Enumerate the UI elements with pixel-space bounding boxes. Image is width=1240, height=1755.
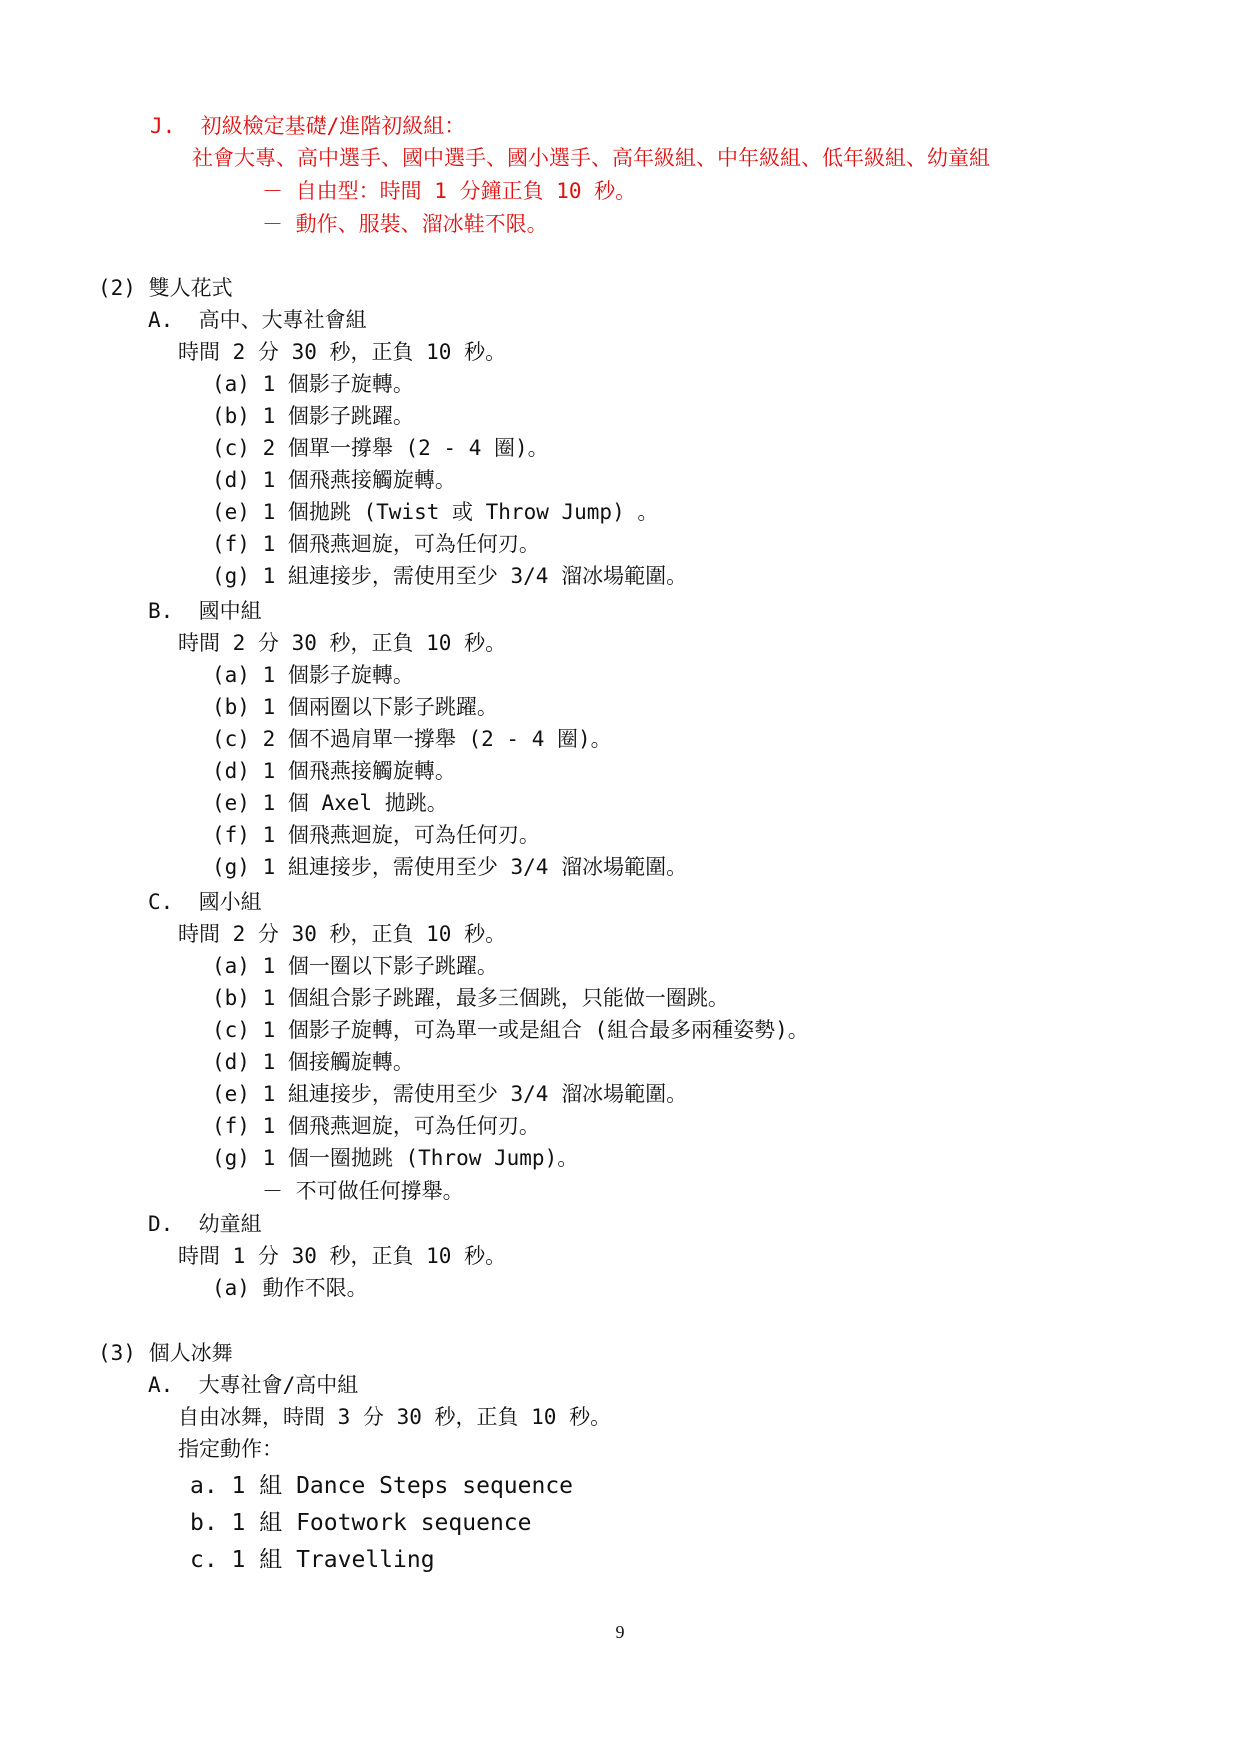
- pairs-b-title: B. 國中組: [148, 599, 262, 623]
- list-item: (e) 1 組連接步，需使用至少 3/4 溜冰場範圍。: [212, 1082, 688, 1106]
- list-item: c. 1 組 Travelling: [190, 1547, 435, 1573]
- section-j-rule: － 自由型：時間 1 分鐘正負 10 秒。: [262, 179, 637, 203]
- pairs-c-note: － 不可做任何撐舉。: [262, 1179, 464, 1203]
- list-item: b. 1 組 Footwork sequence: [190, 1510, 532, 1536]
- pairs-heading: (2) 雙人花式: [98, 276, 233, 300]
- list-item: (f) 1 個飛燕迴旋，可為任何刃。: [212, 532, 540, 556]
- solo-dance-a-title: A. 大專社會/高中組: [148, 1373, 359, 1397]
- list-item: (e) 1 個拋跳 (Twist 或 Throw Jump) 。: [212, 500, 659, 524]
- section-j-groups: 社會大專、高中選手、國中選手、國小選手、高年級組、中年級組、低年級組、幼童組: [192, 146, 990, 170]
- list-item: (d) 1 個飛燕接觸旋轉。: [212, 468, 456, 492]
- list-item: (g) 1 個一圈拋跳 (Throw Jump)。: [212, 1146, 579, 1170]
- list-item: (c) 2 個不過肩單一撐舉 (2 - 4 圈)。: [212, 727, 612, 751]
- solo-dance-a-label: 指定動作：: [178, 1437, 283, 1461]
- pairs-a-time: 時間 2 分 30 秒，正負 10 秒。: [178, 340, 507, 364]
- section-j-title: J. 初級檢定基礎/進階初級組：: [150, 114, 466, 138]
- list-item: (c) 2 個單一撐舉 (2 - 4 圈)。: [212, 436, 549, 460]
- list-item: (a) 1 個影子旋轉。: [212, 663, 414, 687]
- pairs-c-time: 時間 2 分 30 秒，正負 10 秒。: [178, 922, 507, 946]
- list-item: (f) 1 個飛燕迴旋，可為任何刃。: [212, 823, 540, 847]
- list-item: (d) 1 個接觸旋轉。: [212, 1050, 414, 1074]
- list-item: (f) 1 個飛燕迴旋，可為任何刃。: [212, 1114, 540, 1138]
- pairs-d-time: 時間 1 分 30 秒，正負 10 秒。: [178, 1244, 507, 1268]
- list-item: (d) 1 個飛燕接觸旋轉。: [212, 759, 456, 783]
- section-j-rule: － 動作、服裝、溜冰鞋不限。: [262, 212, 548, 236]
- list-item: (a) 1 個一圈以下影子跳躍。: [212, 954, 498, 978]
- list-item: (e) 1 個 Axel 拋跳。: [212, 791, 448, 815]
- list-item: (b) 1 個組合影子跳躍，最多三個跳，只能做一圈跳。: [212, 986, 729, 1010]
- list-item: (g) 1 組連接步，需使用至少 3/4 溜冰場範圍。: [212, 564, 688, 588]
- page-number: 9: [615, 1622, 625, 1642]
- list-item: (b) 1 個影子跳躍。: [212, 404, 414, 428]
- pairs-b-time: 時間 2 分 30 秒，正負 10 秒。: [178, 631, 507, 655]
- pairs-a-title: A. 高中、大專社會組: [148, 308, 367, 332]
- list-item: (a) 動作不限。: [212, 1276, 368, 1300]
- pairs-d-title: D. 幼童組: [148, 1212, 262, 1236]
- solo-dance-a-time: 自由冰舞，時間 3 分 30 秒，正負 10 秒。: [178, 1405, 612, 1429]
- list-item: (g) 1 組連接步，需使用至少 3/4 溜冰場範圍。: [212, 855, 688, 879]
- list-item: (c) 1 個影子旋轉，可為單一或是組合 (組合最多兩種姿勢)。: [212, 1018, 809, 1042]
- list-item: a. 1 組 Dance Steps sequence: [190, 1473, 574, 1499]
- pairs-c-title: C. 國小組: [148, 890, 262, 914]
- solo-dance-heading: (3) 個人冰舞: [98, 1341, 233, 1365]
- list-item: (b) 1 個兩圈以下影子跳躍。: [212, 695, 498, 719]
- list-item: (a) 1 個影子旋轉。: [212, 372, 414, 396]
